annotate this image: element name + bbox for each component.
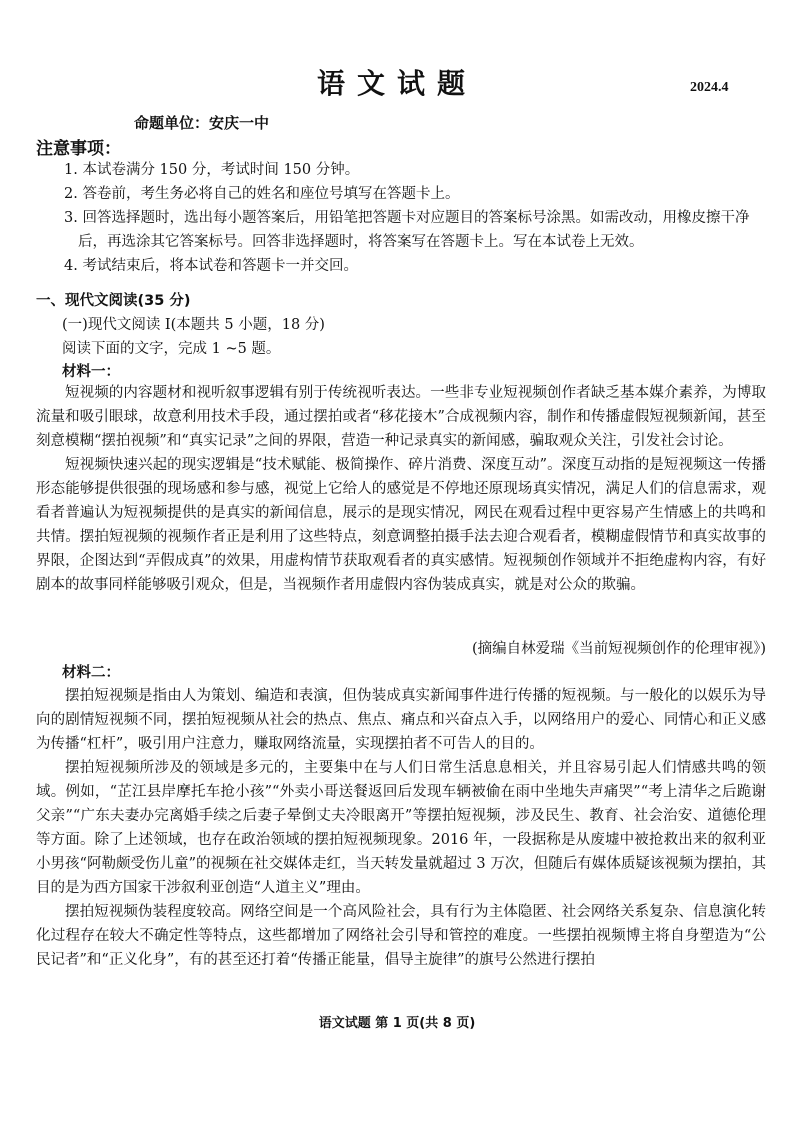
paragraph: 短视频快速兴起的现实逻辑是“技术赋能、极简操作、碎片消费、深度互动”。深度互动指的是短视频这一传播形态能够提供很强的现场感和参与感，视觉上它给人的感觉是不停地还原现场真实情况，满足人们的信息需求，观看者普遍认为短视频提供的是真实的新闻信息，展示的是现实情况，网民在观看过程中更容易产生情感上的共鸣和共情。摆拍短视频的视频作者正是利用了这些特点，刻意调整拍摄手法去迎合观看者，模糊虚假情节和真实故事的界限，企图达到“弄假成真”的效果，用虚构情节获取观看者的真实感情。短视频创作领域并不拒绝虚构内容，有好剧本的故事同样能够吸引观众，但是，当视频作者用虚假内容伪装成真实，就是对公众的欺骗。 [36,457,766,593]
material1-source: (摘编自林爱瑞《当前短视频创作的伦理审视》) [471,641,766,657]
notice-heading: 注意事项： [36,139,121,159]
notice-item: 2. 答卷前，考生务必将自己的姓名和座位号填写在答题卡上。 [64,186,460,202]
paragraph: 短视频的内容题材和视听叙事逻辑有别于传统视听表达。一些非专业短视频创作者缺乏基本媒介素养，为博取流量和吸引眼球，故意利用技术手段，通过摆拍或者“移花接木”合成视频内容，制作和传播虚假短视频新闻，甚至刻意模糊“摆拍视频”和“真实记录”之间的界限，营造一种记录真实的新闻感，骗取观众关注，引发社会讨论。 [36,385,766,449]
material2-body [36,684,766,972]
page-title: 语文试题 [316,67,477,100]
reading-instruction: 阅读下面的文字，完成 1 ~5 题。 [62,341,281,357]
material2-label: 材料二： [62,665,120,681]
material1-body [36,381,766,597]
setting-unit: 命题单位：安庆一中 [134,114,270,132]
notice-list [64,158,764,278]
section-heading: 一、现代文阅读(35 分) [36,293,191,309]
page-footer: 语文试题 第 1 页(共 8 页) [318,1016,476,1031]
subsection-heading: (一)现代文阅读 I(本题共 5 小题，18 分) [62,317,325,333]
notice-item: 3. 回答选择题时，选出每小题答案后，用铅笔把答题卡对应题目的答案标号涂黑。如需改动，用橡皮擦干净后，再选涂其它答案标号。回答非选择题时，将答案写在答题卡上。写在本试卷上无效。 [64,210,750,250]
notice-item: 4. 考试结束后，将本试卷和答题卡一并交回。 [64,258,358,274]
exam-date: 2024.4 [690,80,729,95]
paragraph: 摆拍短视频所涉及的领域是多元的，主要集中在与人们日常生活息息相关，并且容易引起人们情感共鸣的领域。例如，“芷江县岸摩托车抢小孩”“外卖小哥送餐返回后发现车辆被偷在雨中坐地失声痛哭”“考上清华之后跪谢父亲”“广东夫妻办完离婚手续之后妻子晕倒丈夫冷眼离开”等摆拍短视频，涉及民生、教育、社会治安、道德伦理等方面。除了上述领域，也存在政治领域的摆拍短视频现象。2016 年，一段据称是从废墟中被抢救出来的叙利亚小男孩“阿勒颇受伤儿童”的视频在社交媒体走红，当天转发量就超过 3 万次，但随后有媒体质疑该视频为摆拍，其目的是为西方国家干涉叙利亚创造“人道主义”理由。 [36,760,766,896]
material1-label: 材料一： [62,364,120,380]
paragraph: 摆拍短视频是指由人为策划、编造和表演，但伪装成真实新闻事件进行传播的短视频。与一般化的以娱乐为导向的剧情短视频不同，摆拍短视频从社会的热点、焦点、痛点和兴奋点入手，以网络用户的爱心、同情心和正义感为传播“杠杆”，吸引用户注意力，赚取网络流量，实现摆拍者不可告人的目的。 [36,688,766,752]
paragraph: 摆拍短视频伪装程度较高。网络空间是一个高风险社会，具有行为主体隐匿、社会网络关系复杂、信息演化转化过程存在较大不确定性等特点，这些都增加了网络社会引导和管控的难度。一些摆拍视频博主将自身塑造为“公民记者”和“正义化身”，有的甚至还打着“传播正能量，倡导主旋律”的旗号公然进行摆拍 [36,904,766,968]
notice-item: 1. 本试卷满分 150 分，考试时间 150 分钟。 [64,162,360,178]
